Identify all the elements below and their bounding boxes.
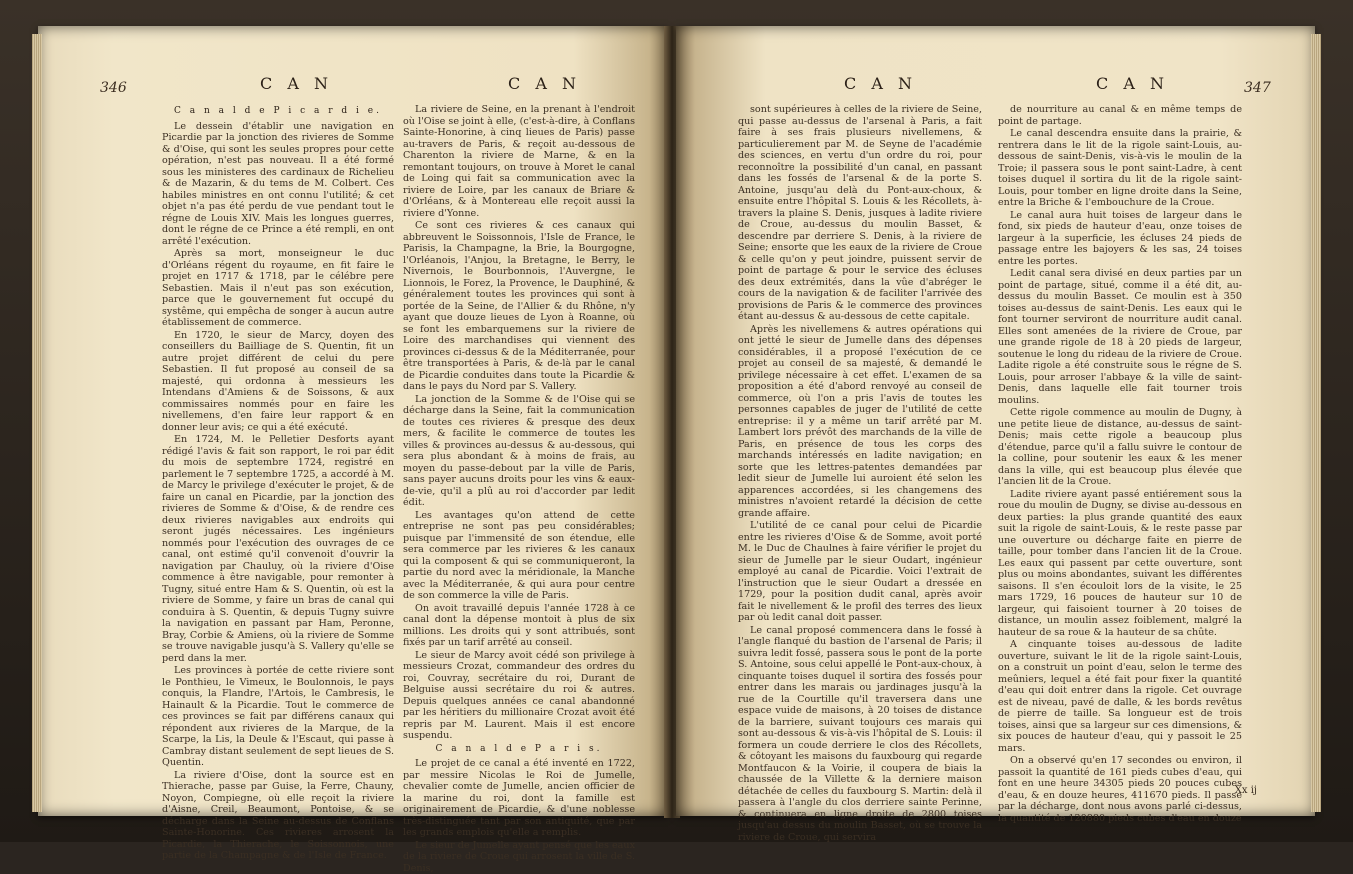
right-headword-col2: C A N — [1096, 74, 1169, 93]
left-page-column-2 — [403, 104, 635, 724]
left-headword-col2: C A N — [508, 74, 581, 93]
paragraph: On a observé qu'en 17 secondes ou environ, il passoit la quantité de 161 pieds cubes d'eau, qui font en une heure 34305 pieds 20 pouces cubes d'eau, & en douze heures, 411670 pieds. Il passe par la décharge, dont nous avons parlé ci-dessus, la quantité de 120880 pieds cubes d'eau en douze — [998, 755, 1242, 824]
left-page-column-1 — [162, 104, 394, 724]
paragraph: La jonction de la Somme & de l'Oise qui se décharge dans la Seine, fait la communication de toutes ces rivieres & presque des deux mers, & facilite le commerce de toutes les villes & provinces au-dessus & au-dessous, qui sera plus abondant & à moins de frais, au moyen du passe-debout par la ville de Paris, sans payer aucuns droits pour les vins & eaux-de-vie, qu'il a plû au roi d'accorder par ledit édit. — [403, 394, 635, 509]
paragraph: La riviere de Seine, en la prenant à l'endroit où l'Oise se joint à elle, (c'est-à-dire, à Conflans Sainte-Honorine, à cinq lieues de Paris) passe au-travers de Paris, & reçoit au-dessous de Charenton la riviere de Marne, & en la remontant toujours, on trouve à Moret le canal de Loing qui fait sa communication avec la riviere de Loire, par les canaux de Briare & d'Orléans, & à Montereau elle reçoit aussi la riviere d'Yonne. — [403, 104, 635, 219]
left-page-number: 346 — [100, 80, 127, 96]
paragraph: A cinquante toises au-dessous de ladite ouverture, suivant le lit de la rigole saint-Louis, on a construit un point d'eau, selon le terme des meûniers, lequel a été fait pour fixer la quantité d'eau qui doit entrer dans la rigole. Cet ouvrage est de niveau, pavé de dalle, & les bords revêtus de pierre de taille. Sa longueur est de trois toises, ainsi que sa largeur sur ces dimensions, & six pouces de hauteur d'eau, qui y passoit le 25 mars. — [998, 639, 1242, 754]
paragraph: Les avantages qu'on attend de cette entreprise ne sont pas peu considérables; puisque par l'immensité de son étendue, elle sera commerce par les rivieres & les canaux qui la composent & qui se communiqueront, la partie du nord avec la méridionale, la Manche avec la Méditerranée, & qui aura pour centre de son commerce la ville de Paris. — [403, 510, 635, 602]
page-edges-right — [1311, 34, 1321, 812]
paragraph: Après sa mort, monseigneur le duc d'Orléans régent du royaume, en fit faire le projet en 1717 & 1718, par le célébre pere Sebastien. Mais il n'eut pas son exécution, parce que le gouvernement fut occupé du systême, qui empêcha de songer à aucun autre établissement de commerce. — [162, 248, 394, 329]
page-edges-left — [32, 34, 42, 812]
paragraph: Le sieur de Marcy avoit cédé son privilege à messieurs Crozat, commandeur des ordres du roi, Couvray, secrétaire du roi, Durant de Belguise aussi secrétaire du roi & autres. Depuis quelques années ce canal abandonné par les héritiers du millionaire Crozat avoit été repris par M. Laurent. Mais il est encore suspendu. — [403, 650, 635, 742]
paragraph: En 1720, le sieur de Marcy, doyen des conseillers du Bailliage de S. Quentin, fit un autre projet différent de celui du pere Sebastien. Il fut proposé au conseil de sa majesté, qui ordonna à messieurs les Intendans d'Amiens & de Soissons, & aux commissaires nommés pour en faire les nivellemens, d'en faire leur rapport & en donner leur avis; ce qui a été exécuté. — [162, 330, 394, 434]
left-headword-col1: C A N — [260, 74, 333, 93]
section-heading: C a n a l d e P a r i s. — [403, 744, 635, 756]
paragraph: L'utilité de ce canal pour celui de Picardie entre les rivieres d'Oise & de Somme, avoit porté M. le Duc de Chaulnes à faire vérifier le projet du sieur de Jumelle par le sieur Oudart, ingénieur employé au canal de Picardie. Voici l'extrait de l'instruction que le sieur Oudart a dressée en 1729, pour la position dudit canal, après avoir fait le nivellement & le profil des terres des lieux par où ledit canal doit passer. — [738, 520, 982, 624]
paragraph: Les provinces à portée de cette riviere sont le Ponthieu, le Vimeux, le Boulonnois, le pays conquis, la Flandre, l'Artois, le Cambresis, le Hainault & la Picardie. Tout le commerce de ces provinces se fait par différens canaux qui répondent aux rivieres de la Marque, de la Scarpe, la Lis, la Deule & l'Escaut, qui passe à Cambray distant seulement de sept lieues de S. Quentin. — [162, 665, 394, 769]
paragraph: Après les nivellemens & autres opérations qui ont jetté le sieur de Jumelle dans des dépenses considérables, il a proposé l'exécution de ce projet au conseil de sa majesté, & demandé le privilege nécessaire à cet effet. L'examen de sa proposition a été d'abord renvoyé au conseil de commerce, où l'on a pris l'avis de toutes les personnes capables de juger de l'utilité de cette entreprise: il y a même un tarif arrêté par M. Lambert lors prévôt des marchands de la ville de Paris, en présence de tous les corps des marchands intéressés en ladite navigation; en sorte que les lettres-patentes demandées par ledit sieur de Jumelle lui auroient été selon les apparences accordées, si les changemens des ministres n'avoient retardé la décision de cette grande affaire. — [738, 324, 982, 520]
paragraph: Le canal proposé commencera dans le fossé à l'angle flanqué du bastion de l'arsenal de Paris; il suivra ledit fossé, passera sous le pont de la porte S. Antoine, sous celui appellé le Pont-aux-choux, à cinquante toises duquel il sortira des fossés pour entrer dans les marais ou jardinages jusqu'à la rue de la Courtille qu'il traversera dans une espace vuide de maisons, à 20 toises de distance de la barriere, suivant toujours ces marais qui sont au-dessous & vis-à-vis l'hôpital de S. Louis: il formera un coude derriere le clos des Récollets, & côtoyant les maisons du fauxbourg qui regarde Montfaucon & la Voirie, il coupera de biais la chaussée de la Villette & la derniere maison détachée de celles du fauxbourg S. Martin: delà il passera à l'angle du clos derriere sainte Perinne, & continuera en ligne droite de 2800 toises jusqu'au dessus du moulin Basset, où se trouve la riviere de Croue, qui servira — [738, 625, 982, 844]
paragraph: Ladite riviere ayant passé entiérement sous la roue du moulin de Dugny, se divise au-dessous en deux parties: la plus grande quantité des eaux suit la rigole de saint-Louis, & le reste passe par une ouverture ou décharge faite en pierre de taille, pour tomber dans l'ancien lit de la Croue. Les eaux qui passent par cette ouverture, sont plus ou moins abondantes, suivant les différentes saisons. Il s'en écouloit lors de la visite, le 25 mars 1729, 16 pouces de hauteur sur 10 de largeur, qui faisoient tourner à 20 toises de distance, un moulin assez foiblement, malgré la hauteur de sa roue & la hauteur de sa chûte. — [998, 489, 1242, 639]
paragraph: Le dessein d'établir une navigation en Picardie par la jonction des rivieres de Somme & d'Oise, qui sont les seules propres pour cette opération, n'est pas nouveau. Il a été formé sous les ministeres des cardinaux de Richelieu & de Mazarin, & du tems de M. Colbert. Ces habiles ministres en ont connu l'utilité; & cet objet n'a pas été perdu de vue pendant tout le régne de Louis XIV. Mais les longues guerres, dont le régne de ce Prince a été rempli, en ont arrêté l'exécution. — [162, 121, 394, 248]
right-page-column-2 — [998, 104, 1242, 724]
paragraph: sont supérieures à celles de la riviere de Seine, qui passe au-dessus de l'arsenal à Paris, a fait faire à ses frais plusieurs nivellemens, & particulierement par M. de Seyne de l'académie des sciences, en vertu d'un ordre du roi, pour reconnoître la possibilité d'un canal, en passant dans les fossés de l'arsenal & de la porte S. Antoine, jusqu'au delà du Pont-aux-choux, & ensuite entre l'hôpital S. Louis & les Récollets, à-travers la plaine S. Denis, jusques à ladite riviere de Croue, au-dessus du moulin Basset, & descendre par derriere S. Denis, à la riviere de Seine; ensorte que les eaux de la riviere de Croue & celle qu'on y peut joindre, puissent servir de point de partage & pour le service des écluses des deux extrémités, dans la vûe d'abréger le cours de la navigation & de faciliter l'arrivée des provisions de Paris & le commerce des provinces étant au-dessus & au-dessous de cette capitale. — [738, 104, 982, 323]
paragraph: La riviere d'Oise, dont la source est en Thierache, passe par Guise, la Ferre, Chauny, Noyon, Compiegne, où elle reçoit la riviere d'Aisne, Creil, Beaumont, Pontoise, & se décharge dans la Seine au-dessus de Conflans Sainte-Honorine. Ces rivieres arrosent la Picardie, la Thierache, le Soissonnois, une partie de la Champagne & de l'Isle de France. — [162, 770, 394, 862]
book-spread — [38, 26, 1315, 826]
signature-mark: Xx ij — [1235, 785, 1257, 796]
right-page-column-1 — [738, 104, 982, 724]
paragraph: Le canal aura huit toises de largeur dans le fond, six pieds de hauteur d'eau, onze toises de largeur à la superficie, les écluses 24 pieds de passage entre les bajoyers & les sas, 24 toises entre les portes. — [998, 210, 1242, 268]
paragraph: Le sieur de Jumelle ayant pensé que les eaux de la riviere de Croue qui arrosent la ville de S. Denis, — [403, 840, 635, 874]
paragraph: Le canal descendra ensuite dans la prairie, & rentrera dans le lit de la rigole saint-Louis, au-dessous de saint-Denis, vis-à-vis le moulin de la Troie; il passera sous le pont saint-Ladre, à cent toises duquel il sortira du lit de la rigole saint-Louis, pour tomber en ligne droite dans la Seine, entre la Briche & l'embouchure de la Croue. — [998, 128, 1242, 209]
right-headword-col1: C A N — [844, 74, 917, 93]
right-page-number: 347 — [1244, 80, 1271, 96]
paragraph: Le projet de ce canal a été inventé en 1722, par messire Nicolas le Roi de Jumelle, chevalier comte de Jumelle, ancien officier de la marine du roi, dont la famille est originairement de Picardie, & d'une noblesse très-distinguée tant par son antiquité, que par les grands emplois qu'elle a remplis. — [403, 758, 635, 839]
paragraph: Cette rigole commence au moulin de Dugny, à une petite lieue de distance, au-dessus de saint-Denis; mais cette rigole a beaucoup plus d'étendue, parce qu'il a fallu suivre le contour de la colline, pour soutenir les eaux & les mener dans la ville, qui est beaucoup plus élevée que l'ancien lit de la Croue. — [998, 407, 1242, 488]
left-page — [38, 26, 668, 816]
paragraph: Ledit canal sera divisé en deux parties par un point de partage, situé, comme il a été dit, au-dessus du moulin Basset. Ce moulin est à 350 toises au-dessus de saint-Denis. Les eaux qui le font tourner serviront de nourriture audit canal. Elles sont amenées de la riviere de Croue, par une grande rigole de 18 à 20 pieds de largeur, soutenue le long du rideau de la riviere de Croue. Ladite rigole a été construite sous le régne de S. Louis, pour arroser l'abbaye & la ville de saint-Denis, dans laquelle elle fait tourner trois moulins. — [998, 268, 1242, 406]
paragraph: On avoit travaillé depuis l'année 1728 à ce canal dont la dépense montoit à plus de six millions. Les droits qui y sont attribués, sont fixés par un tarif arrêté au conseil. — [403, 603, 635, 649]
right-page — [676, 26, 1315, 816]
paragraph: En 1724, M. le Pelletier Desforts ayant rédigé l'avis & fait son rapport, le roi par édit du mois de septembre 1724, registré en parlement le 7 septembre 1725, a accordé à M. de Marcy le privilege d'exécuter le projet, & de faire un canal en Picardie, par la jonction des rivieres de Somme & d'Oise, & de rendre ces deux rivieres navigables aux endroits qui seront jugés nécessaires. Les ingénieurs nommés pour l'exécution des ouvrages de ce canal, ont estimé qu'il convenoit d'ouvrir la navigation par Chauluy, où la riviere d'Oise commence à être navigable, pour remonter à Tugny, situé entre Ham & S. Quentin, où est la riviere de Somme, y faire un bras de canal qui conduira à S. Quentin, & depuis Tugny suivre la navigation en passant par Ham, Peronne, Bray, Corbie & Amiens, où la riviere de Somme se trouve navigable jusqu'à S. Vallery qu'elle se perd dans la mer. — [162, 434, 394, 664]
paragraph: de nourriture au canal & en même temps de point de partage. — [998, 104, 1242, 127]
paragraph: Ce sont ces rivieres & ces canaux qui abbreuvent le Soissonnois, l'Isle de France, le Parisis, la Champagne, la Brie, la Bourgogne, l'Orléanois, l'Anjou, la Bretagne, le Berry, le Nivernois, le Bourbonnois, l'Auvergne, le Lionnois, le Forez, la Provence, le Dauphiné, & généralement toutes les provinces qui sont à portée de la Seine, de l'Allier & du Rhône, n'y ayant que douze lieues de Lyon à Roanne, où se font les embarquemens sur la riviere de Loire des marchandises qui viennent des provinces ci-dessus & de la Méditerranée, pour être transportées à Paris, & de-là par le canal de Picardie conduites dans toute la Picardie & dans le pays du Nord par S. Vallery. — [403, 220, 635, 393]
section-heading: C a n a l d e P i c a r d i e. — [162, 106, 394, 118]
